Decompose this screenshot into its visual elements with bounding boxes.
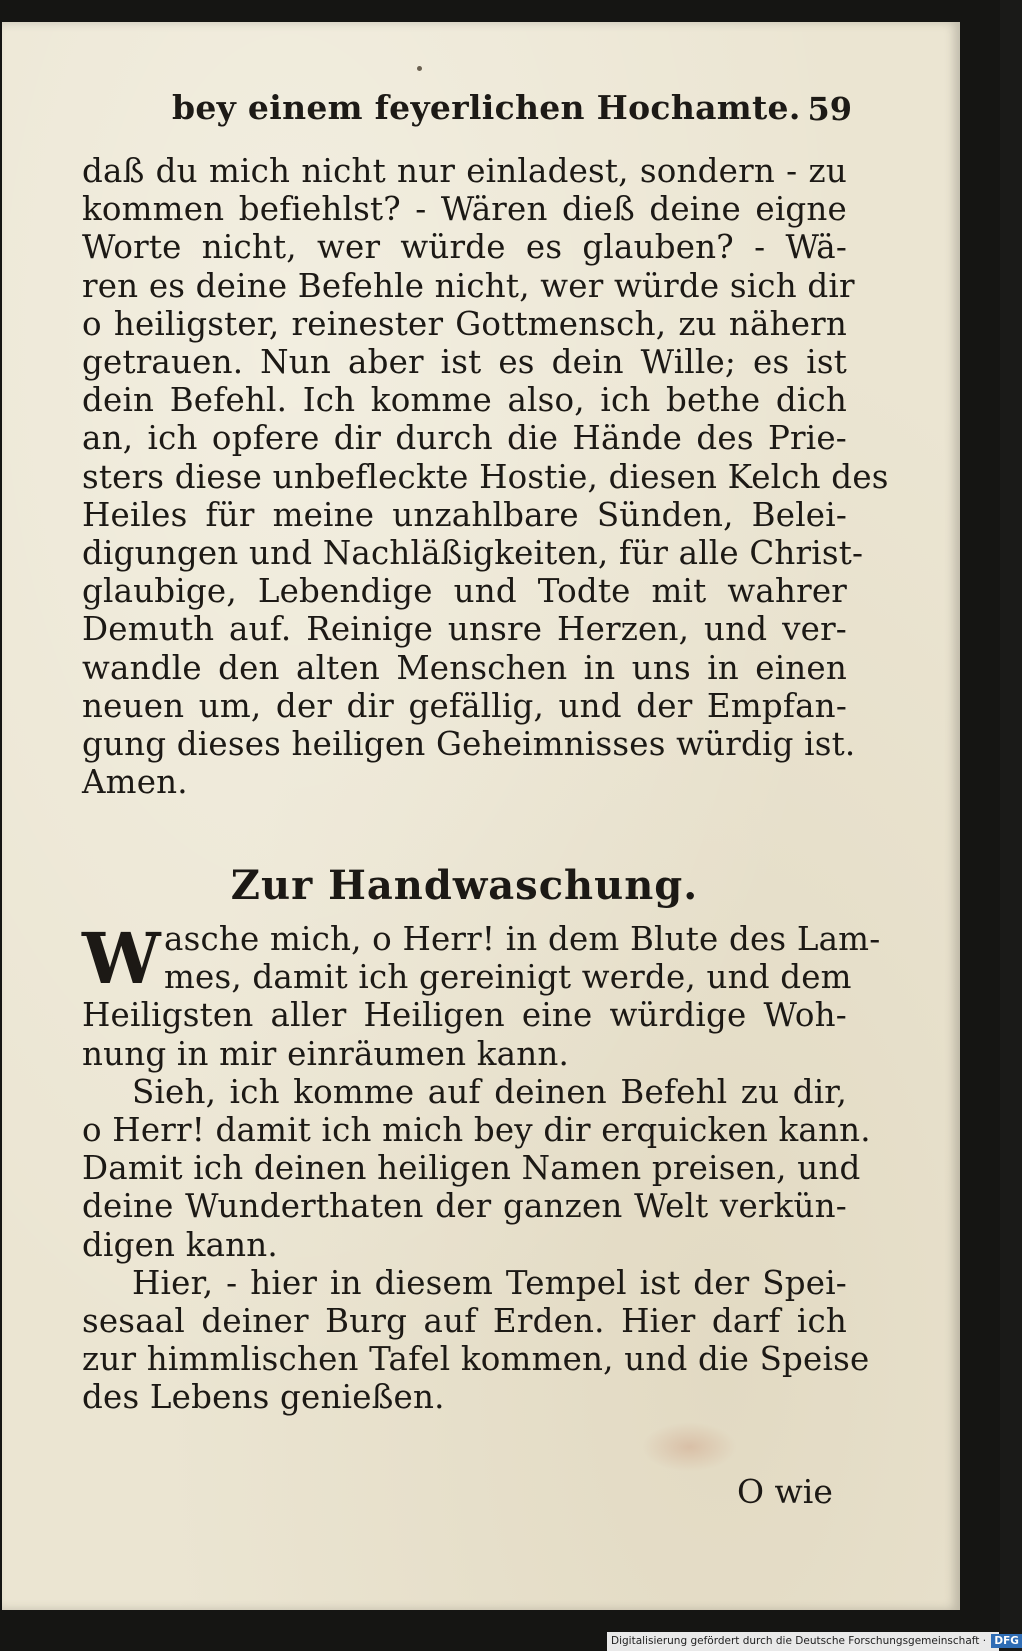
text-line: digen kann. <box>82 1225 278 1264</box>
text-line: des Lebens genießen. <box>82 1378 445 1417</box>
text-line: glaubige, Lebendige und Todte mit wahrer <box>82 572 847 611</box>
page-number: 59 <box>807 90 852 128</box>
text-line: sesaal deiner Burg auf Erden. Hier darf ich <box>82 1302 847 1341</box>
book-page <box>2 22 960 1610</box>
section-heading: Zur Handwaschung. <box>230 862 699 909</box>
text-line: Worte nicht, wer würde es glauben? - Wä- <box>82 228 847 267</box>
paragraph-prayer <box>82 152 889 802</box>
dfg-logo: DFG <box>991 1634 1022 1648</box>
text-line: gung dieses heiligen Geheimnisses würdig ist. <box>82 725 856 764</box>
text-line: deine Wunderthaten der ganzen Welt verkün- <box>82 1187 847 1226</box>
credit-text: Digitalisierung gefördert durch die Deutsche Forschungsgemeinschaft · <box>611 1635 987 1647</box>
text-line: Demuth auf. Reinige unsre Herzen, und ver- <box>82 610 847 649</box>
text-line: Sieh, ich komme auf deinen Befehl zu dir, <box>132 1072 847 1111</box>
text-line: o heiligster, reinester Gottmensch, zu nähern <box>82 304 847 343</box>
text-line: neuen um, der dir gefällig, und der Empfan- <box>82 686 847 725</box>
text-line: Amen. <box>82 763 188 802</box>
text-line: an, ich opfere dir durch die Hände des Prie- <box>82 419 847 458</box>
text-line: o Herr! damit ich mich bey dir erquicken kann. <box>82 1111 871 1150</box>
text-line: Heiligsten aller Heiligen eine würdige Woh- <box>82 996 847 1035</box>
catchword: O wie <box>737 1472 833 1511</box>
digitization-credit <box>607 1632 1019 1651</box>
text-line: mes, damit ich gereinigt werde, und dem <box>164 958 852 997</box>
running-header <box>172 88 852 138</box>
text-line: daß du mich nicht nur einladest, sondern - zu <box>82 152 847 190</box>
text-line: sters diese unbefleckte Hostie, diesen Kelch des <box>82 457 889 496</box>
text-line: kommen befiehlst? - Wären dieß deine eigne <box>82 190 847 229</box>
text-line: ren es deine Befehle nicht, wer würde sich dir <box>82 266 855 305</box>
text-line: digungen und Nachläßigkeiten, für alle Christ- <box>82 534 864 573</box>
text-line: zur himmlischen Tafel kommen, und die Speise <box>82 1340 870 1379</box>
paragraph-handwashing <box>82 917 881 1417</box>
text-line: nung in mir einräumen kann. <box>82 1034 570 1073</box>
text-line: dein Befehl. Ich komme also, ich bethe dich <box>82 381 847 420</box>
text-line: Hier, - hier in diesem Tempel ist der Spei- <box>132 1263 847 1302</box>
text-line: Damit ich deinen heiligen Namen preisen, und <box>82 1149 861 1188</box>
running-title: bey einem feyerlichen Hochamte. <box>172 88 801 127</box>
paper-speck <box>417 66 422 71</box>
text-line: Heiles für meine unzahlbare Sünden, Belei- <box>82 495 847 534</box>
drop-cap: W <box>82 917 161 1000</box>
text-line: wandle den alten Menschen in uns in einen <box>82 648 847 687</box>
text-line: getrauen. Nun aber ist es dein Wille; es ist <box>82 343 847 382</box>
paper-stain <box>642 1422 737 1472</box>
text-line: asche mich, o Herr! in dem Blute des Lam- <box>164 920 881 958</box>
